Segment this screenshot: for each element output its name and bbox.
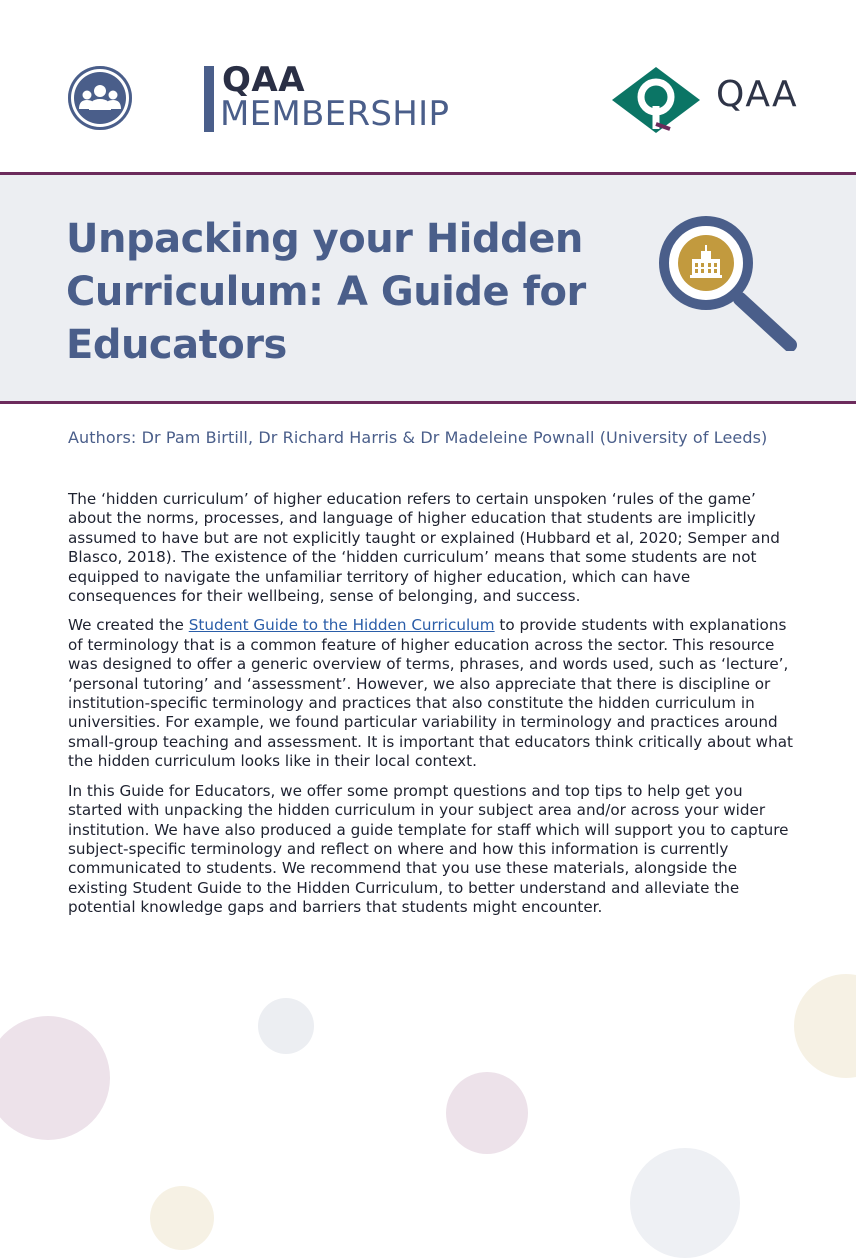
title-line-2: Curriculum: A Guide for [66, 269, 586, 315]
people-group-icon [68, 66, 132, 130]
authors-line: Authors: Dr Pam Birtill, Dr Richard Harris & Dr Madeleine Pownall (University of Leeds) [68, 428, 768, 447]
paragraph-2 [68, 616, 794, 771]
decorative-circle [446, 1072, 528, 1154]
decorative-circle [258, 998, 314, 1054]
decorative-circle [794, 974, 856, 1078]
logo-divider [204, 66, 214, 132]
qaa-diamond-q-icon [610, 66, 702, 136]
student-guide-link[interactable]: Student Guide to the Hidden Curriculum [188, 616, 495, 635]
qaa-logo-text: QAA [716, 74, 798, 115]
paragraph-2-lead: We created the [68, 616, 189, 635]
qaa-logo [610, 66, 800, 136]
page-title [66, 213, 626, 372]
body-text [68, 490, 794, 928]
title-band [0, 172, 856, 404]
title-line-1: Unpacking your Hidden [66, 216, 583, 262]
decorative-circle [150, 1186, 214, 1250]
qaa-membership-logo [68, 60, 450, 134]
paragraph-3: In this Guide for Educators, we offer some prompt questions and top tips to help get you started with unpacking the hidden curriculum in your subject area and/or across your wider institution. We have also produced a guide template for staff which will support you to capture subject-specific terminology and reflect on where and how this information is currently communicated to students. We recommend that you use these materials, alongside the existing Student Guide to the Hidden Curriculum, to better understand and alleviate the potential knowledge gaps and barriers that students might encounter. [68, 781, 789, 917]
decorative-circle [0, 1016, 110, 1140]
decorative-circle [630, 1148, 740, 1258]
paragraph-2-rest: to provide students with explanations of terminology that is a common feature of higher education across the sector. This resource was designed to offer a generic overview of terms, phrases, and words used, such as ‘lecture’, ‘personal tutoring’ and ‘assessment’. However, we also appreciate that there is discipline or institution-specific terminology and practices that also constitute the hidden curriculum in universities. For example, we found particular variability in terminology and practices around small-group teaching and assessment. It is important that educators think critically about what the hidden curriculum looks like in their local context. [68, 616, 793, 771]
membership-logo-line2: MEMBERSHIP [220, 94, 450, 134]
membership-logo-line1: QAA [222, 60, 306, 100]
magnifier-university-icon [652, 211, 800, 351]
paragraph-1: The ‘hidden curriculum’ of higher education refers to certain unspoken ‘rules of the game’ about the norms, processes, and language of higher education that students are implicitly assumed to have but are not explicitly taught or explained (Hubbard et al, 2020; Semper and Blasco, 2018). The existence of the ‘hidden curriculum’ means that some students are not equipped to navigate the unfamiliar territory of higher education, which can have consequences for their wellbeing, sense of belonging, and success. [68, 490, 780, 606]
title-line-3: Educators [66, 322, 287, 368]
